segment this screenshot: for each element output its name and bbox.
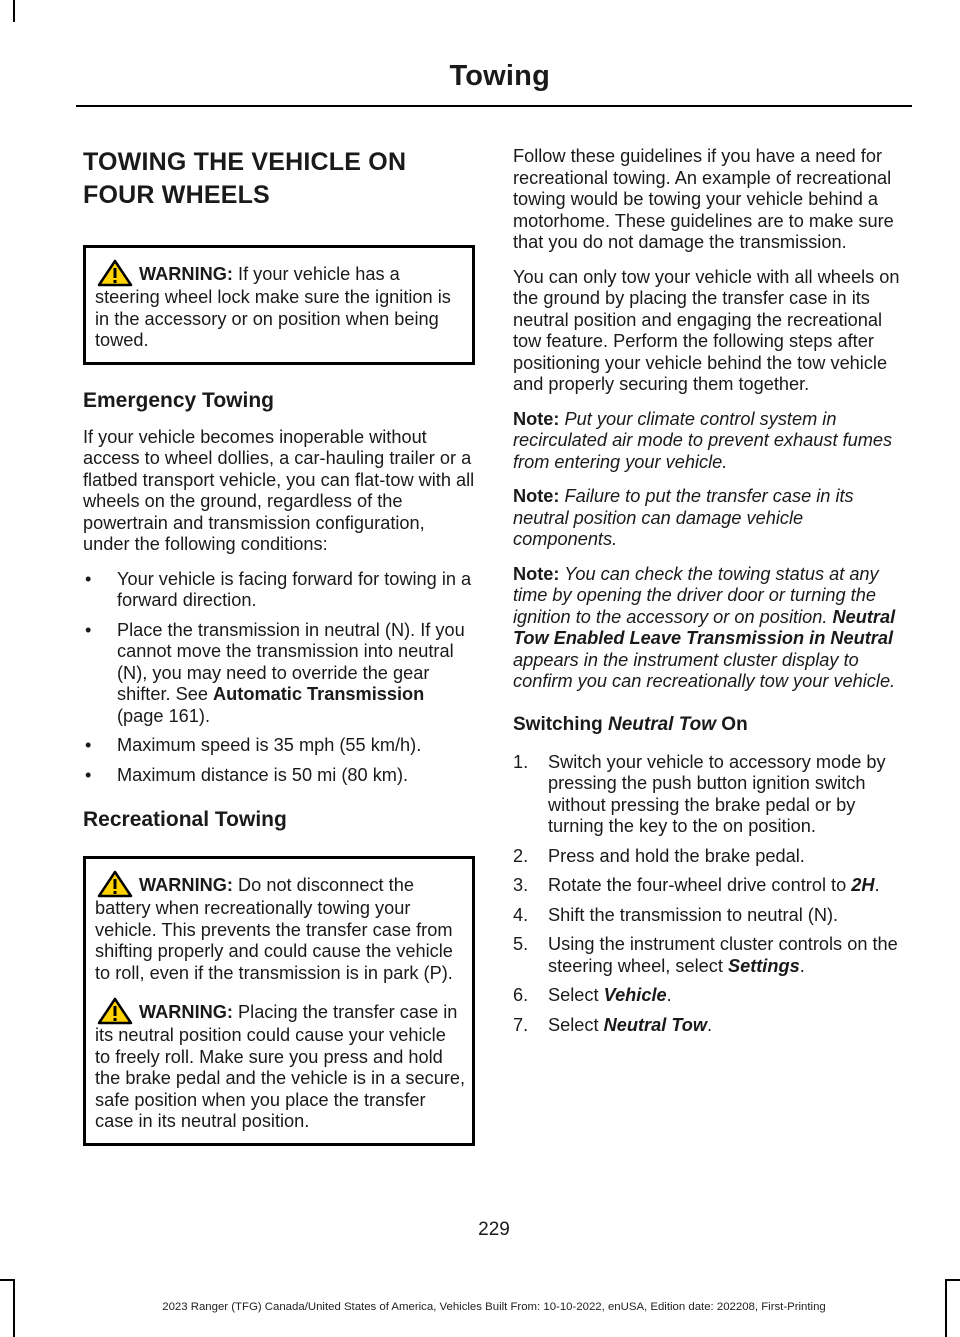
emergency-towing-heading: Emergency Towing	[83, 388, 274, 412]
step-text-emphasis: Vehicle	[603, 985, 667, 1005]
step-text: .	[799, 955, 805, 976]
right-column	[513, 146, 908, 1044]
automatic-transmission-link[interactable]: Automatic Transmission	[213, 684, 425, 704]
warning-text: Do not disconnect the battery when recreationally towing your vehicle. This prevents the transfer case from shifting properly and could cause the vehicle to roll, even if the transmission is in park (P).	[95, 875, 453, 983]
warning-triangle-icon	[97, 870, 133, 898]
note-label: Note:	[513, 563, 560, 584]
list-item	[83, 735, 475, 757]
list-item-text: Place the transmission in neutral (N). If you cannot move the transmission into neutral (N), you may need to override the gear shifter. See	[117, 619, 465, 704]
step-number: 1.	[513, 751, 529, 772]
note-text: Put your climate control system in recirculated air mode to prevent exhaust fumes from entering your vehicle.	[513, 408, 893, 472]
emergency-conditions-list	[83, 569, 475, 787]
list-item	[83, 765, 475, 787]
tow-procedure-paragraph: You can only tow your vehicle with all wheels on the ground by placing the transfer case in its neutral position and engaging the recreational tow feature. Perform the following steps after positioning your vehicle behind the tow vehicle and properly securing them together.	[513, 266, 900, 394]
crop-mark-top-left	[13, 0, 15, 22]
list-item	[513, 905, 908, 927]
step-text: Shift the transmission to neutral (N).	[548, 904, 839, 925]
note-label: Note:	[513, 408, 560, 429]
warning-text: If your vehicle has a steering wheel lock make sure the ignition is in the accessory or on position when being towed.	[95, 264, 451, 350]
warning-text: Placing the transfer case in its neutral position could cause your vehicle to freely roll. Make sure you press and hold the brake pedal and the vehicle is in a secure, safe position when you place the transfer case in its neutral position.	[95, 1002, 466, 1131]
recreational-towing-heading: Recreational Towing	[83, 808, 287, 831]
step-text-emphasis: Settings	[727, 955, 800, 976]
switching-neutral-tow-heading	[513, 713, 908, 737]
main-heading-line-1: TOWING THE VEHICLE ON	[83, 148, 407, 176]
emergency-intro: If your vehicle becomes inoperable without access to wheel dollies, a car-hauling trailer or a flatbed transport vehicle, you can flat-tow with all wheels on the ground, regardless of the powertrain and transmission configuration, under the following conditions:	[83, 426, 475, 554]
list-item	[513, 875, 908, 897]
note-towing-status	[513, 564, 908, 693]
list-item	[83, 620, 475, 728]
note-label: Note:	[513, 486, 560, 506]
list-item	[513, 846, 908, 868]
warning-triangle-icon	[97, 997, 133, 1025]
main-heading-line-2: FOUR WHEELS	[83, 181, 270, 209]
heading-text: On	[716, 713, 748, 735]
step-text: Switch your vehicle to accessory mode by pressing the push button ignition switch without pressing the brake pedal or by turning the key to the on position.	[548, 751, 886, 836]
guidelines-paragraph: Follow these guidelines if you have a need for recreational towing. An example of recreational towing would be towing your vehicle behind a motorhome. These guidelines are to make sure that you do not damage the transmission.	[513, 146, 894, 252]
note-climate-control	[513, 409, 908, 474]
heading-text: Switching	[513, 713, 608, 735]
warning-label: WARNING:	[139, 875, 233, 895]
bullet-dot: •	[85, 619, 92, 640]
step-number: 7.	[513, 1014, 529, 1035]
list-item	[83, 569, 475, 612]
step-text: .	[707, 1014, 713, 1035]
note-text: You can check the towing status at any time by opening the driver door or turning the ignition to the accessory or on position.	[513, 563, 879, 627]
list-item-text: (page 161).	[117, 705, 211, 726]
bullet-dot: •	[85, 735, 92, 755]
neutral-tow-steps	[513, 752, 908, 1037]
warning-label: WARNING:	[139, 1002, 233, 1022]
warning-label: WARNING:	[139, 264, 233, 284]
note-text: appears in the instrument cluster display to confirm you can recreationally tow your vehicle.	[513, 649, 896, 691]
list-item	[513, 985, 908, 1007]
step-number: 6.	[513, 985, 529, 1005]
list-item	[513, 1015, 908, 1037]
crop-mark-bottom-left-h	[0, 1279, 15, 1281]
page-number: 229	[478, 1219, 510, 1240]
step-text: .	[666, 985, 672, 1005]
main-heading	[83, 146, 475, 212]
list-item	[513, 934, 908, 977]
step-text: Select	[548, 985, 604, 1005]
warning-box-steering-lock	[83, 245, 475, 365]
step-text: Press and hold the brake pedal.	[548, 845, 805, 866]
step-number: 3.	[513, 875, 529, 895]
step-text-emphasis: 2H	[851, 875, 875, 895]
step-number: 4.	[513, 904, 529, 925]
bullet-dot: •	[85, 764, 92, 785]
step-number: 5.	[513, 934, 529, 954]
heading-text-italic: Neutral Tow	[608, 713, 717, 735]
list-item	[513, 752, 908, 838]
step-number: 2.	[513, 845, 529, 866]
step-text-emphasis: Neutral Tow	[603, 1014, 708, 1035]
warning-box-recreational	[83, 856, 475, 1146]
note-transfer-case	[513, 486, 908, 551]
warning-transfer-case	[95, 997, 466, 1133]
crop-mark-bottom-right-h	[945, 1279, 960, 1281]
step-text: .	[874, 875, 880, 895]
header-rule	[76, 105, 912, 107]
list-item-text: Your vehicle is facing forward for towing in a forward direction.	[117, 568, 472, 610]
left-column	[83, 146, 475, 1170]
warning-triangle-icon	[97, 259, 133, 287]
note-message-text: Neutral Tow Enabled Leave Transmission in Neutral	[513, 606, 896, 648]
list-item-text: Maximum speed is 35 mph (55 km/h).	[117, 735, 422, 755]
warning-steering-lock	[95, 259, 466, 352]
note-text: Failure to put the transfer case in its neutral position can damage vehicle components.	[513, 486, 854, 549]
section-title: Towing	[449, 60, 550, 92]
bullet-dot: •	[85, 568, 92, 589]
step-text: Select	[548, 1014, 604, 1035]
step-text: Rotate the four-wheel drive control to	[548, 875, 852, 895]
step-text: Using the instrument cluster controls on the steering wheel, select	[548, 934, 898, 976]
warning-battery	[95, 870, 466, 984]
list-item-text: Maximum distance is 50 mi (80 km).	[117, 764, 409, 785]
edition-footer: 2023 Ranger (TFG) Canada/United States of America, Vehicles Built From: 10-10-2022, enUSA, Edition date: 202208, First-Printing	[162, 1301, 826, 1313]
